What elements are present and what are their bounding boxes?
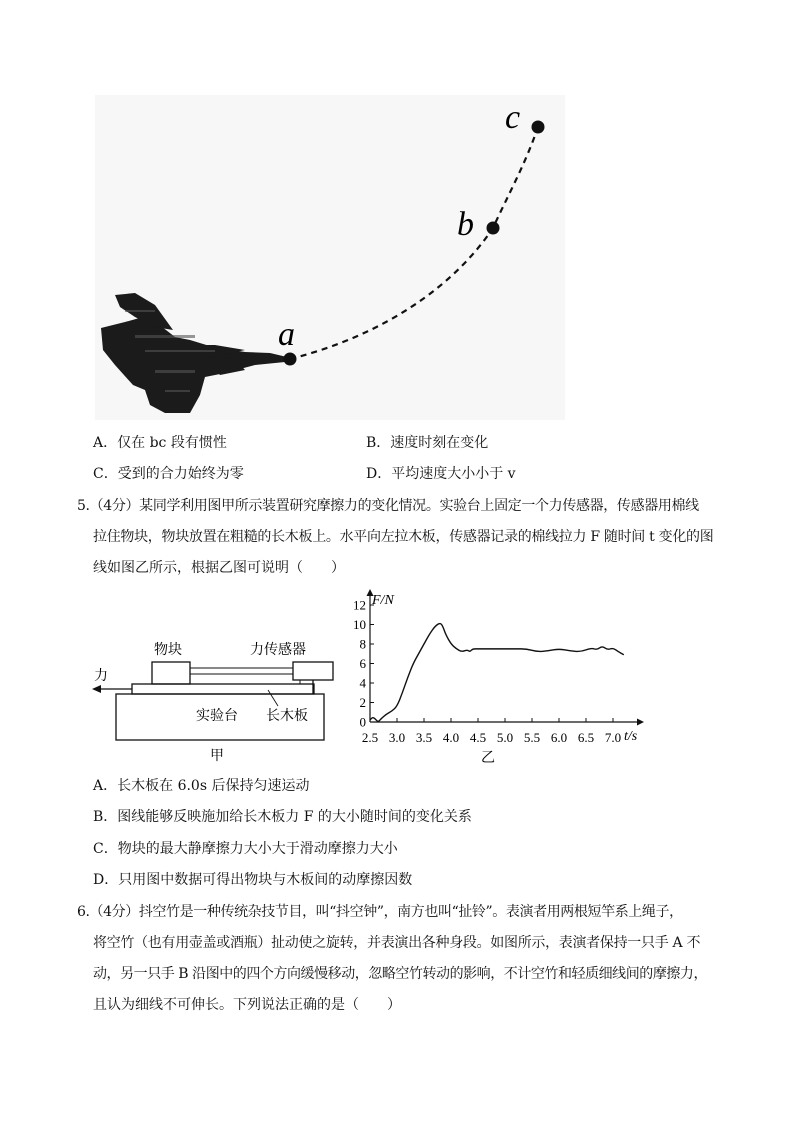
- x-tick-label: 3.5: [415, 730, 433, 745]
- apparatus-diagram: [88, 628, 338, 768]
- option-text: 物块的最大静摩擦力大小大于滑动摩擦力大小: [117, 841, 398, 857]
- option-letter: C．: [93, 466, 118, 482]
- trajectory-figure: [95, 95, 565, 420]
- option-letter: D．: [93, 872, 119, 888]
- point-c-dot: [532, 121, 545, 134]
- fig-yi: [345, 586, 650, 768]
- point-a-dot: [284, 353, 297, 366]
- x-tick-label: 3.0: [388, 730, 406, 745]
- q5-option-b[interactable]: [93, 807, 472, 827]
- series-lines: [370, 624, 624, 722]
- series-line-0: [370, 624, 624, 722]
- option-letter: A．: [93, 435, 118, 451]
- option-text: 仅在 bc 段有惯性: [117, 435, 227, 451]
- y-tick-label: 8: [359, 636, 366, 652]
- q5-stem-line-3: 线如图乙所示，根据乙图可说明（ ）: [93, 560, 345, 576]
- q5-option-a[interactable]: [93, 776, 309, 796]
- y-tick-label: 2: [359, 695, 366, 710]
- q4-option-c[interactable]: [93, 464, 244, 484]
- block-label: 物块: [154, 642, 182, 658]
- q4-option-b[interactable]: [366, 433, 488, 453]
- q5-option-d[interactable]: [93, 870, 412, 890]
- option-text: 平均速度大小小于 v: [391, 466, 516, 482]
- point-c-label: c: [505, 99, 521, 136]
- q6-stem-line-2: 将空竹（也有用壶盖或酒瓶）扯动使之旋转，并表演出各种身段。如图所示，表演者保持一只手 A 不: [93, 935, 701, 951]
- point-b-dot: [487, 222, 500, 235]
- force-label: 力: [94, 668, 108, 684]
- option-text: 只用图中数据可得出物块与木板间的动摩擦因数: [118, 872, 413, 888]
- y-tick-label: 10: [353, 617, 366, 632]
- x-tick-label: 2.5: [361, 730, 379, 745]
- option-letter: C．: [93, 841, 118, 857]
- q4-option-a[interactable]: [93, 433, 227, 453]
- fig-yi-caption: 乙: [481, 750, 495, 766]
- x-tick-label: 6.5: [577, 730, 595, 745]
- x-tick-label: 5.5: [523, 730, 541, 745]
- fig-jia: [88, 628, 338, 768]
- point-b-label: b: [457, 206, 474, 243]
- q6-stem-line-3: 动，另一只手 B 沿图中的四个方向缓慢移动，忽略空竹转动的影响，不计空竹和轻质细线间的摩擦力，: [93, 966, 708, 982]
- chart-axes: [367, 589, 645, 726]
- y-tick-label: 0: [359, 714, 366, 730]
- y-ticks: [353, 598, 374, 730]
- option-text: 受到的合力始终为零: [117, 466, 244, 482]
- option-text: 速度时刻在变化: [390, 435, 489, 451]
- option-text: 图线能够反映施加给长木板力 F 的大小随时间的变化关系: [117, 809, 472, 825]
- x-tick-label: 5.0: [496, 730, 514, 745]
- q5-stem-line-2: 拉住物块，物块放置在粗糙的长木板上。水平向左拉木板，传感器记录的棉线拉力 F 随时间 t 变化的图: [93, 529, 714, 545]
- x-axis-label: t/s: [624, 729, 638, 744]
- x-tick-label: 4.0: [442, 730, 460, 745]
- q5-stem-line-1: 5.（4分）某同学利用图甲所示装置研究摩擦力的变化情况。实验台上固定一个力传感器，传感器用棉线: [77, 498, 699, 514]
- fig-jia-caption: 甲: [210, 748, 224, 764]
- option-letter: D．: [366, 466, 392, 482]
- y-tick-label: 4: [359, 675, 366, 691]
- q5-option-c[interactable]: [93, 839, 398, 859]
- point-a-label: a: [278, 316, 295, 353]
- option-letter: A．: [93, 778, 118, 794]
- table-label: 实验台: [196, 708, 238, 724]
- force-time-chart: [345, 586, 650, 768]
- q6-stem-line-4: 且认为细线不可伸长。下列说法正确的是（ ）: [93, 997, 401, 1013]
- option-letter: B．: [366, 435, 391, 451]
- option-letter: B．: [93, 809, 118, 825]
- y-axis-label: F/N: [372, 593, 394, 608]
- x-tick-label: 7.0: [604, 730, 622, 745]
- sensor-label: 力传感器: [250, 642, 306, 658]
- block-box: [152, 662, 190, 684]
- x-tick-label: 6.0: [550, 730, 568, 745]
- option-text: 长木板在 6.0s 后保持匀速运动: [117, 778, 310, 794]
- y-tick-label: 12: [353, 597, 366, 613]
- q6-stem-line-1: 6.（4分）抖空竹是一种传统杂技节目，叫“抖空钟”，南方也叫“扯铃”。表演者用两根短竿系上绳子，: [77, 904, 683, 920]
- board-label: 长木板: [266, 708, 308, 724]
- board-box: [132, 684, 314, 694]
- sensor-box: [293, 662, 333, 680]
- q4-option-d[interactable]: [366, 464, 516, 484]
- x-axis-arrow: [637, 719, 644, 726]
- q4-figure: [95, 95, 565, 420]
- y-tick-label: 6: [359, 656, 366, 671]
- x-tick-label: 4.5: [469, 730, 487, 745]
